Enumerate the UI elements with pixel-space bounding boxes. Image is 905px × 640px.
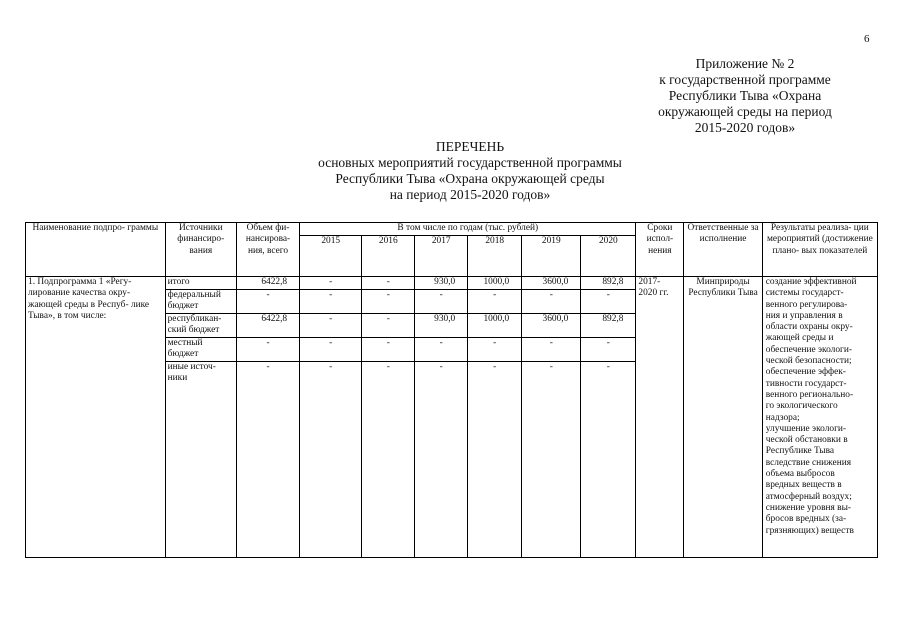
year-cell: 930,0 [415, 314, 468, 338]
results-line: тивности государст- [765, 378, 847, 389]
header-year: 2016 [362, 236, 415, 277]
results-line: обеспечение экологи- [765, 344, 853, 355]
header-responsible: Ответственные за исполнение [684, 223, 762, 277]
results-cell [762, 277, 877, 558]
year-cell: 892,8 [581, 314, 636, 338]
year-cell: - [468, 338, 522, 362]
title-line: основных мероприятий государственной программы [318, 155, 622, 170]
header-year: 2015 [300, 236, 362, 277]
results-line: улучшение экологи- [765, 423, 847, 434]
year-cell: - [522, 338, 581, 362]
year-cell: - [300, 338, 362, 362]
annex-line: к государственной программе [659, 72, 831, 87]
annex-line: Приложение № 2 [695, 56, 795, 71]
year-cell: - [581, 338, 636, 362]
header-year: 2020 [581, 236, 636, 277]
header-sources: Источники финансиро- вания [165, 223, 236, 277]
results-line: надзора; [765, 412, 800, 423]
annex-line: окружающей среды на период [658, 104, 832, 119]
subprogram-name: 1. Подпрограмма 1 «Регу- лирование качества окру- жающей среды в Респуб- лике Тыва», в том числе: [26, 277, 166, 558]
results-line: системы государст- [765, 288, 844, 299]
total-cell: - [236, 338, 299, 362]
source-cell: итого [165, 277, 236, 290]
year-cell: - [581, 290, 636, 314]
results-line: атмосферный воздух; [765, 491, 852, 502]
title-line: на период 2015-2020 годов» [389, 187, 551, 202]
header-by-years: В том числе по годам (тыс. рублей) [300, 223, 636, 236]
header-year: 2017 [415, 236, 468, 277]
year-cell: - [468, 362, 522, 558]
results-line: го экологического [765, 401, 838, 412]
results-line: ния и управления в [765, 310, 843, 321]
results-line: жающей среды и [765, 333, 834, 344]
year-cell: - [362, 362, 415, 558]
header-name: Наименование подпро- граммы [26, 223, 166, 277]
page-number: 6 [864, 33, 870, 45]
terms-cell: 2017- 2020 гг. [636, 277, 684, 558]
year-cell: - [362, 277, 415, 290]
year-cell: - [300, 362, 362, 558]
total-cell: 6422,8 [236, 314, 299, 338]
header-year: 2019 [522, 236, 581, 277]
year-cell: 3600,0 [522, 314, 581, 338]
year-cell: - [415, 338, 468, 362]
document-title [200, 139, 740, 203]
total-cell: 6422,8 [236, 277, 299, 290]
year-cell: 892,8 [581, 277, 636, 290]
year-cell: 1000,0 [468, 314, 522, 338]
header-results: Результаты реализа- ции мероприятий (достижение плано- вых показателей [762, 223, 877, 277]
results-line: объема выбросов [765, 469, 835, 480]
results-line: вредных веществ в [765, 480, 842, 491]
total-cell: - [236, 362, 299, 558]
year-cell: - [362, 290, 415, 314]
results-line: создание эффективной [765, 277, 857, 287]
title-line: ПЕРЕЧЕНЬ [435, 139, 505, 154]
source-cell: республикан- ский бюджет [165, 314, 236, 338]
year-cell: - [415, 362, 468, 558]
year-cell: 3600,0 [522, 277, 581, 290]
annex-line: Республики Тыва «Охрана [668, 88, 822, 103]
header-year: 2018 [468, 236, 522, 277]
year-cell: - [522, 290, 581, 314]
header-terms: Сроки испол- нения [636, 223, 684, 277]
year-cell: - [362, 314, 415, 338]
results-line: Республике Тыва [765, 446, 835, 457]
results-line: венного регионально- [765, 389, 854, 400]
results-line: венного регулирова- [765, 299, 848, 310]
year-cell: - [300, 314, 362, 338]
year-cell: 1000,0 [468, 277, 522, 290]
results-line: ческой безопасности; [765, 356, 852, 367]
header-total: Объем фи- нансирова- ния, всего [236, 223, 299, 277]
results-line: ческой обстановки в [765, 435, 848, 446]
source-cell: местный бюджет [165, 338, 236, 362]
results-line: бросов вредных (за- [765, 514, 847, 525]
results-line: снижение уровня вы- [765, 502, 852, 513]
year-cell: - [415, 290, 468, 314]
year-cell: - [581, 362, 636, 558]
source-cell: иные источ- ники [165, 362, 236, 558]
annex-heading [600, 56, 890, 136]
results-line: вследствие снижения [765, 457, 852, 468]
annex-line: 2015-2020 годов» [694, 120, 796, 135]
results-line: области охраны окру- [765, 322, 853, 333]
title-line: Республики Тыва «Охрана окружающей среды [335, 171, 605, 186]
year-cell: - [468, 290, 522, 314]
year-cell: - [300, 290, 362, 314]
year-cell: 930,0 [415, 277, 468, 290]
responsible-cell: Минприроды Республики Тыва [684, 277, 762, 558]
year-cell: - [522, 362, 581, 558]
year-cell: - [362, 338, 415, 362]
year-cell: - [300, 277, 362, 290]
total-cell: - [236, 290, 299, 314]
source-cell: федеральный бюджет [165, 290, 236, 314]
measures-table [25, 222, 878, 558]
results-line: обеспечение эффек- [765, 367, 846, 378]
results-line: грязняющих) веществ [765, 525, 854, 536]
